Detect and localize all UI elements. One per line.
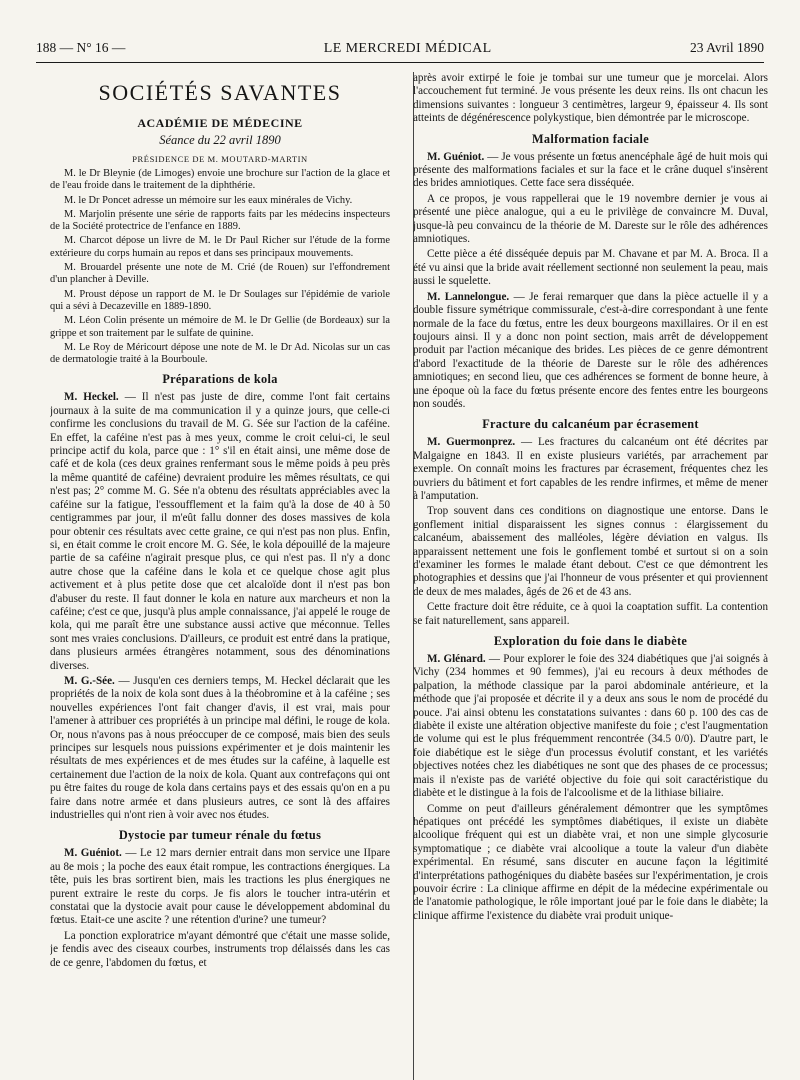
speaker-name: M. Guéniot. [427, 150, 485, 163]
speaker-name: M. Guéniot. [64, 847, 122, 860]
speaker-name: M. G.-Sée. [64, 674, 115, 687]
paragraph-gueniot-2b: A ce propos, je vous rappellerai que le 19 novembre dernier je vous ai présenté une pièce analogue, qui a eu le privilège de convaincre M. Duval, jusque-là peu convaincu de la théorie de M. Dareste sur le rôle des adhérences amniotiques. [413, 192, 768, 246]
announcement-item: M. le Dr Bleynie (de Limoges) envoie une brochure sur l'action de la glace et de l'eau froide dans le traitement de la diphthérie. [50, 168, 390, 192]
speaker-name: M. Heckel. [64, 391, 119, 404]
right-column [413, 72, 768, 1080]
announcement-item: M. Marjolin présente une série de rapports faits par les médecins inspecteurs de la Société protectrice de l'enfance en 1889. [50, 208, 390, 233]
heading-exploration: Exploration du foie dans le diabète [493, 634, 688, 649]
speaker-text: — Le 12 mars dernier entrait dans mon service une IIpare au 8e mois ; la poche des eaux était rompue, les contractions énergiques. La tête, puis les bras sortirent bien, mais les tractions les plus énergiques ne purent extraire le reste du corps. Je fis alors le toucher intra-utérin et constatai que la dystocie avait pour cause le développement abdominal du fœtus. Etait-ce une ascite ? une rétention d'urine? une tumeur? [50, 847, 390, 927]
announcement-item: M. Proust dépose un rapport de M. le Dr Soulages sur l'épidémie de variole qui a sévi à Decazeville en 1889-1890. [50, 288, 390, 312]
paragraph-gueniot-cont: La ponction exploratrice m'ayant démontré que c'était une masse solide, je fendis avec des ciseaux courbes, instruments trop délaissés dans les cas de ce genre, l'abdomen du fœtus, et [50, 929, 390, 969]
speaker-name: M. Glénard. [427, 653, 486, 666]
announcement-item: M. le Dr Poncet adresse un mémoire sur les eaux minérales de Vichy. [64, 194, 353, 206]
paragraph-see [50, 675, 390, 822]
heading-kola: Préparations de kola [162, 372, 278, 387]
paragraph-gueniot [50, 847, 390, 927]
paragraph-guermonprez [413, 436, 768, 503]
announcements [50, 168, 390, 366]
speaker-name: M. Guermonprez. [427, 436, 516, 449]
announcement-item: M. Brouardel présente une note de M. Crié (de Rouen) sur l'effondrement d'un plancher à Deville. [50, 262, 390, 286]
issue-date: 23 Avril 1890 [689, 40, 764, 55]
paragraph-heckel [50, 391, 390, 673]
page-number-issue: 188 — N° 16 — [36, 40, 126, 55]
speaker-text: — Jusqu'en ces derniers temps, M. Heckel déclarait que les propriétés de la noix de kola sont dues à la théobromine et à la caféine ; ses nouvelles expériences l'ont fait changer d'avis, il est vrai, mais pour l'amener à attribuer ces propriétés à un principe mal défini, le rouge de kola. Or, nous n'avons pas à nous préoccuper de ce composé, mais bien des seuls principes sur lesquels nous puissions expérimenter et je dois maintenir les résultats de mes expériences et de mes études sur la caféine, à laquelle est certainement due l'action de la noix de kola. Quant aux contrefaçons qui ont pu être faites du rouge de kola dans certains pays et des essais qu'on en a pu faire dans notre armée et dans plusieurs autres, ce sont là des affaires industrielles qui n'ont rien à voir avec nos études. [50, 674, 390, 822]
heading-fracture: Fracture du calcanéum par écrasement [482, 417, 699, 432]
heading-dystocie: Dystocie par tumeur rénale du fœtus [118, 828, 322, 843]
paragraph-lannelongue [413, 291, 768, 412]
paragraph-continued: après avoir extirpé le foie je tombai sur une tumeur que je morcelai. Alors l'accouchement fut terminé. Je vous présente les deux reins. Ils ont chacun les dimensions suivantes : longueur 3 centimètres, largeur 9, épaisseur 4. Ils sont atteints de dégénérescence polykystique, bien démontrée par le microscope. [413, 72, 768, 125]
speaker-text: — Pour explorer le foie des 324 diabétiques que j'ai soignés à Vichy (234 hommes et 90 femmes), j'ai eu recours à deux méthodes de palpation, la méthode classique par la paroi abdominale antérieure, et la méthode que j'ai proposée et décrite il y a deux ans sous le nom de procédé du pouce. J'ai ainsi obtenu les constatations suivantes : dans 60 p. 100 des cas de diabète il existe une altération objective manifeste du foie ; c'est l'augmentation de volume qui est le plus fréquemment rencontrée (34.5 0/0). D'autre part, le foie diabétique est le siège d'un processus évolutif constant, et les variétés objectives notées chez les diabétiques ne sont que des phases de ce processus; mais il n'existe pas de variété objective du foie qui soit caractéristique du diabète et le distingue à la fois de l'alcoolisme et de la lithiase biliaire. [413, 653, 768, 800]
presidency-line: PRÉSIDENCE DE M. MOUTARD-MARTIN [132, 154, 308, 164]
article-columns [50, 72, 768, 1080]
speaker-name: M. Lannelongue. [427, 290, 510, 303]
speaker-text: — Il n'est pas juste de dire, comme l'ont fait certains journaux à la suite de ma communication il y a quinze jours, que celle-ci confirme les conclusions du travail de M. G. Sée sur l'action de la caféine. En effet, la caféine n'est pas à mes yeux, comme le croit celui-ci, le seul principe actif du kola, parce que : 1° s'il en était ainsi, une même dose de café et de kola (ces deux graines renfermant sous le même poids à peu près la même quantité de caféine) devraient produire les mêmes résultats, ce qui n'est pas; 2° comme M. G. Sée n'a obtenu des résultats appréciables avec la caféine sur la fatigue, l'essoufflement et la faim qu'à la dose de 40 à 50 centigrammes par jour, il m'eût fallu donner des doses massives de kola pour obtenir ces résultats avec cette graine, ce qui n'est pas non plus. Enfin, si, en était comme le croit encore M. G. Sée, le kola dépouillé de la majeure partie de sa caféine n'agirait presque plus, ce qui n'est pas. Il n'y a donc autre chose que la caféine dans le kola et ce quelque chose agit plus activement et à plus petite dose que cet alcaloïde dont il n'est pas bon d'abuser du reste. Il faut donner le kola en nature aux marcheurs et non la caféine; c'est ce que, jusqu'à plus ample connaissance, j'ai appelé le rouge de kola, qui me paraît être une substance aussi active que méconnue. Telles sont mes vraies conclusions. D'ailleurs, ce produit est entré dans la pratique, dans plusieurs armées étrangères notamment, sous des dénominations diverses. [50, 391, 390, 672]
heading-malformation: Malformation faciale [532, 131, 649, 146]
announcement-item: M. Le Roy de Méricourt dépose une note de M. le Dr Ad. Nicolas sur un cas de dermatologie traité à la Bourboule. [50, 341, 390, 366]
paragraph-guermonprez-b: Trop souvent dans ces conditions on diagnostique une entorse. Dans le gonflement initial disparaissent les signes connus : élargissement du calcanéum, abaissement des malléoles, légère déviation en valgus. Ils apparaissent nettement une fois le gonflement tombé et surtout si on a soin d'examiner les formes le malade étant debout. C'est ce que démontrent les photographies et dessins que j'ai l'honneur de vous présenter et qui proviennent de deux de mes malades, âgés de 26 et de 43 ans. [413, 505, 768, 598]
page-header [36, 40, 764, 63]
section-title: SOCIÉTÉS SAVANTES [98, 80, 342, 105]
journal-title: LE MERCREDI MÉDICAL [323, 41, 492, 56]
speaker-text: — Les fractures du calcanéum ont été décrites par Malgaigne en 1843. Il en existe plusieurs variétés, par arrachement par exemple. On connaît moins les fractures par écrasement, fréquentes chez les ouvriers du bâtiment et fort capables de les rendre infirmes, et même de mener à l'amputation. [413, 436, 768, 502]
paragraph-gueniot-2 [413, 151, 768, 191]
speaker-text: — Je vous présente un fœtus anencéphale âgé de huit mois qui présente des malformations faciales et sur la face et le crâne duquel s'insèrent des brides amniotiques. Cette face sera disséquée. [413, 150, 768, 190]
left-column [50, 72, 390, 1080]
paragraph-guermonprez-c: Cette fracture doit être réduite, ce à quoi la coaptation suffit. La contention se fait naturellement, sans appareil. [413, 601, 768, 627]
paragraph-gueniot-2c: Cette pièce a été disséquée depuis par M. Chavane et par M. A. Broca. Il a été vu ainsi que la bride avait réellement sectionné non seulement la peau, mais aussi le squelette. [413, 248, 768, 288]
session-date: Séance du 22 avril 1890 [159, 133, 281, 147]
paragraph-glenard-b: Comme on peut d'ailleurs généralement démontrer que les symptômes hépatiques ont précédé les symptômes diabétiques, il existe un diabète alcoolique fréquent qui est un diabète vrai, et non une simple glycosurie symptomatique ; ce diabète vrai alcoolique a toute la valeur d'un diabète expérimental. En résumé, sans discuter en aucune façon la légitimité d'interprétations pathogéniques du diabète basées sur l'expérimentation, je crois pouvoir écrire : La clinique affirme en dépit de la médecine expérimentale ou de l'anatomie pathologique, le rôle important joué par le foie dans le diabète; la clinique affirme l'existence du diabète vrai produit unique- [413, 802, 768, 922]
speaker-text: — Je ferai remarquer que dans la pièce actuelle il y a double fissure symétrique commissurale, c'est-à-dire correspondant à une fente normale de la face du fœtus, entre les deux bourgeons maxillaires. Or il en est toujours ainsi. Il y a donc non point section, mais arrêt de développement produit par l'action mécanique des brides. Les pièces de ce genre démontrent d'abord l'exactitude de la théorie de Dareste sur le rôle des adhérences amniotiques; en second lieu, que ces adhérences se forment de bonne heure, à une époque où la face du fœtus présente encore des fentes entre les bourgeons non soudés. [413, 290, 768, 410]
announcement-item: M. Charcot dépose un livre de M. le Dr Paul Richer sur l'étude de la forme extérieure du corps humain au repos et dans ses principaux mouvements. [50, 235, 390, 259]
academy-title: ACADÉMIE DE MÉDECINE [137, 116, 303, 130]
announcement-item: M. Léon Colin présente un mémoire de M. le Dr Gellie (de Bordeaux) sur la grippe et son traitement par le sulfate de quinine. [50, 315, 390, 339]
paragraph-glenard [413, 653, 768, 800]
